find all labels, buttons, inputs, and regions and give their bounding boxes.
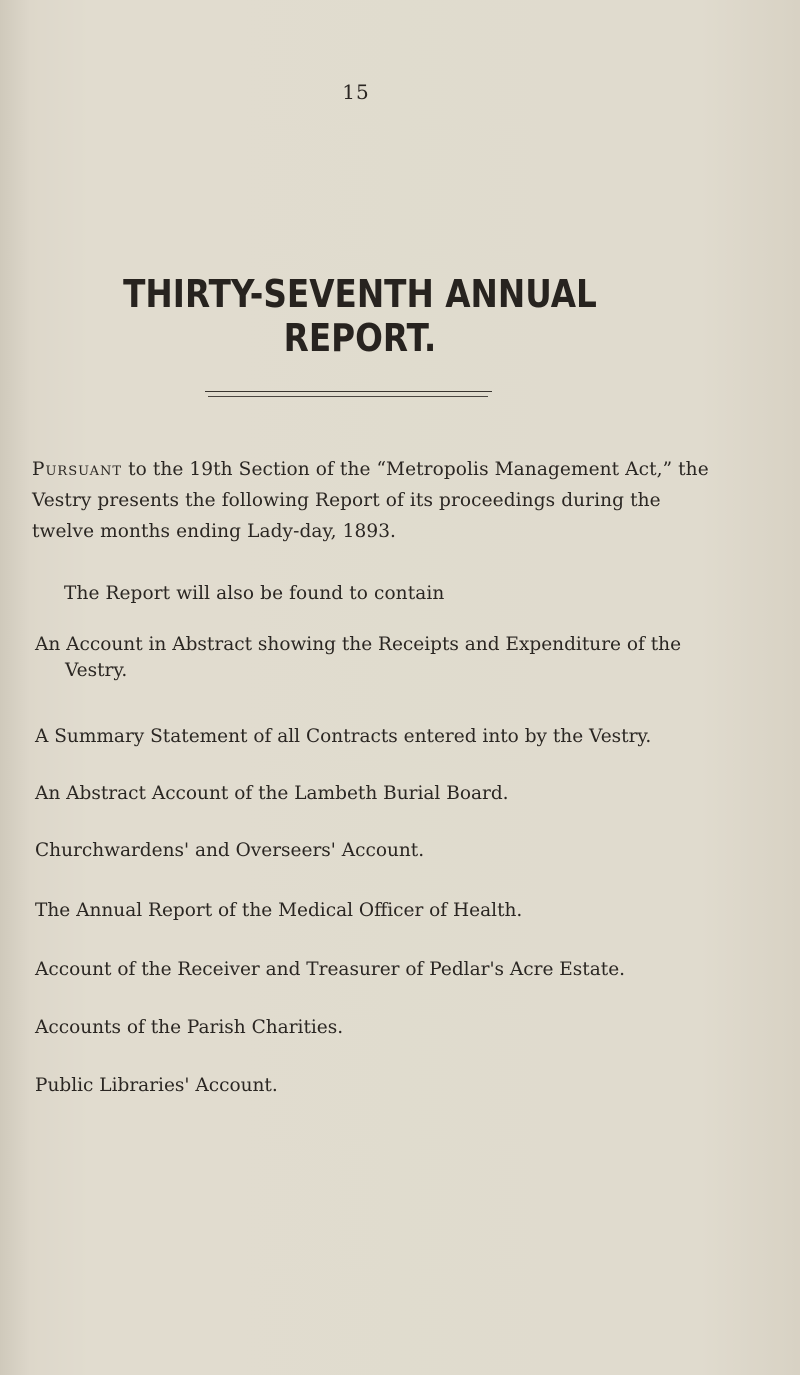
list-item: Accounts of the Parish Charities. bbox=[35, 1017, 344, 1038]
title-rule-lower bbox=[208, 396, 488, 397]
intro-paragraph bbox=[32, 454, 722, 547]
list-item: An Account in Abstract showing the Receipts and Expenditure of the Vestry. bbox=[35, 634, 682, 681]
report-title: THIRTY-SEVENTH ANNUAL REPORT. bbox=[123, 272, 597, 360]
list-item: Churchwardens' and Overseers' Account. bbox=[35, 840, 425, 861]
contains-paragraph: The Report will also be found to contain bbox=[64, 583, 445, 604]
title-rule-upper bbox=[205, 391, 492, 392]
intro-text: to the 19th Section of the “Metropolis Management Act,” the Vestry presents the following Report of its proceedings during the twelve months ending Lady-day, 1893. bbox=[32, 459, 709, 542]
intro-lead-word: Pursuant bbox=[32, 459, 123, 480]
list-item: An Abstract Account of the Lambeth Burial Board. bbox=[35, 783, 509, 804]
page-number: 15 bbox=[342, 80, 370, 104]
list-item: The Annual Report of the Medical Officer of Health. bbox=[35, 900, 523, 921]
list-item: A Summary Statement of all Contracts entered into by the Vestry. bbox=[35, 726, 652, 747]
list-item: Account of the Receiver and Treasurer of Pedlar's Acre Estate. bbox=[35, 959, 626, 980]
list-item: Public Libraries' Account. bbox=[35, 1075, 278, 1096]
